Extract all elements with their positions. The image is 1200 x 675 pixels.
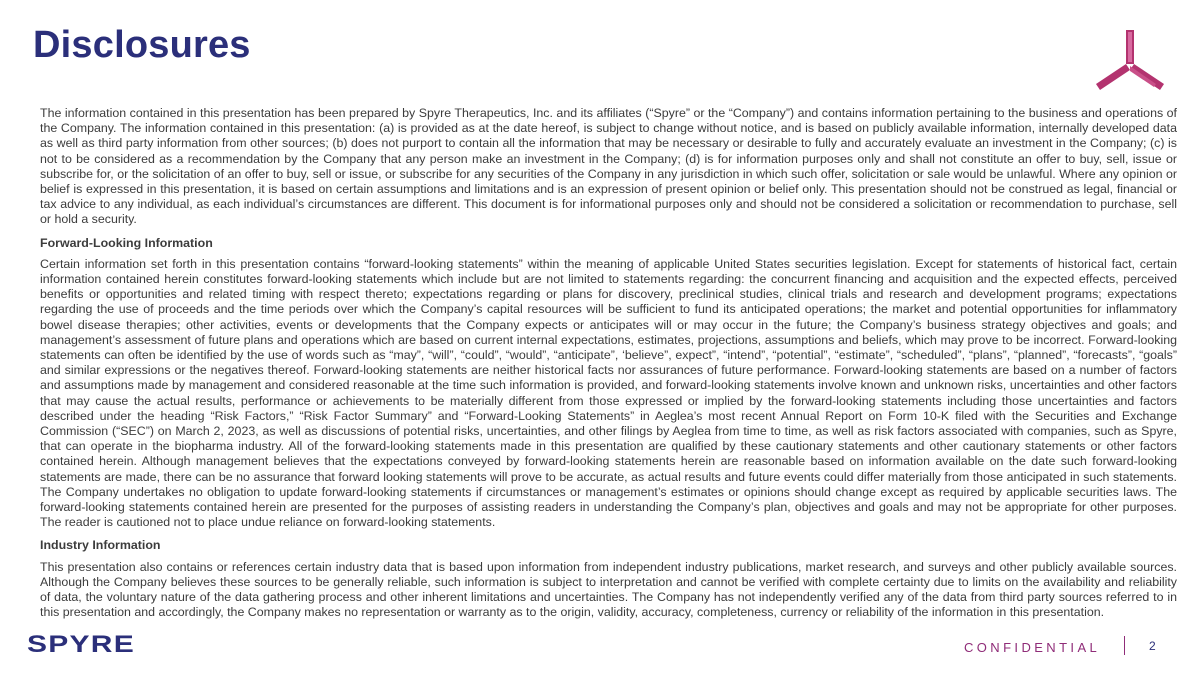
disclosure-body	[40, 106, 1177, 629]
spyre-logo-mark-icon	[1094, 28, 1166, 94]
footer-divider	[1124, 636, 1125, 655]
spyre-wordmark-logo	[27, 632, 137, 656]
intro-paragraph: The information contained in this presentation has been prepared by Spyre Therapeutics, Inc. and its affiliates (“Spyre” or the “Company”) and contains information pertaining to the business and operations of the Company. The information contained in this presentation: (a) is provided as at the date hereof, is subject to change without notice, and is based on publicly available information, internally developed data as well as third party information from other sources; (b) does not purport to contain all the information that may be necessary or desirable to fully and accurately evaluate an investment in the Company; (c) is not to be considered as a recommendation by the Company that any person make an investment in the Company; (d) is for information purposes only and shall not constitute an offer to buy, sell, issue or subscribe for, or the solicitation of an offer to buy, sell or issue, or subscribe for any securities of the Company in any jurisdiction in which such offer, solicitation or sale would be unlawful. Where any opinion or belief is expressed in this presentation, it is based on certain assumptions and limitations and is an expression of present opinion or belief only. This presentation should not be construed as legal, financial or tax advice to any individual, as each individual’s circumstances are different. This document is for informational purposes only and should not be considered a solicitation or recommendation to purchase, sell or hold a security.	[40, 106, 1177, 227]
logo-wordmark: SPYRE	[27, 632, 135, 656]
industry-paragraph: This presentation also contains or references certain industry data that is based upon information from independent industry publications, market research, and surveys and other publicly available sources. Although the Company believes these sources to be generally reliable, such information is subject to interpretation and cannot be verified with complete certainty due to limits on the availability and reliability of data, the voluntary nature of the data gathering process and other inherent limitations and uncertainties. The Company has not independently verified any of the data from third party sources referred to in this presentation and accordingly, the Company makes no representation or warranty as to the origin, validity, accuracy, completeness, currency or reliability of the information in this presentation.	[40, 559, 1177, 620]
page-title: Disclosures	[33, 24, 251, 66]
forward-looking-heading: Forward-Looking Information	[40, 235, 213, 250]
industry-heading: Industry Information	[40, 538, 161, 553]
forward-looking-paragraph: Certain information set forth in this presentation contains “forward-looking statements” within the meaning of applicable United States securities legislation. Except for statements of historical fact, certain information contained herein constitutes forward-looking statements which include but are not limited to statements regarding: the concurrent financing and acquisition and the expected effects, perceived benefits or opportunities and related timing with respect thereto; expectations regarding or plans for discovery, preclinical studies, clinical trials and research and development programs; expectations regarding the use of proceeds and the time periods over which the Company’s capital resources will be sufficient to fund its anticipated operations; the market and potential opportunities for inflammatory bowel disease therapies; other activities, events or developments that the Company expects or anticipates will or may occur in the future; the Company’s business strategy objectives and goals; and management’s assessment of future plans and operations which are based on current internal expectations, estimates, projections, assumptions and beliefs, which may prove to be incorrect. Forward-looking statements can often be identified by the use of words such as “may”, “will”, “could”, “would”, “anticipate”, ‘believe”, expect”, “intend”, “potential”, “estimate”, “scheduled”, “plans”, “planned”, “forecasts”, “goals” and similar expressions or the negatives thereof. Forward-looking statements are neither historical facts nor assurances of future performance. Forward-looking statements are based on a number of factors and assumptions made by management and considered reasonable at the time such information is provided, and forward-looking statements involve known and unknown risks, uncertainties and other factors that may cause the actual results, performance or achievements to be materially different from those expressed or implied by the forward-looking statements including those uncertainties and factors described under the heading “Risk Factors,” “Risk Factor Summary” and “Forward-Looking Statements” in Aeglea’s most recent Annual Report on Form 10-K filed with the Securities and Exchange Commission (“SEC”) on March 2, 2023, as well as discussions of potential risks, uncertainties, and other filings by Aeglea from time to time, as well as risk factors associated with companies, such as Spyre, that can operate in the biopharma industry. All of the forward-looking statements made in this presentation are qualified by these cautionary statements and other cautionary statements or other factors contained herein. Although management believes that the expectations conveyed by forward-looking statements herein are reasonable based on information available on the date such forward-looking statements are made, there can be no assurance that forward looking statements will prove to be accurate, as actual results and future events could differ materially from those anticipated in such statements. The Company undertakes no obligation to update forward-looking statements if circumstances or management’s estimates or opinions should change except as required by applicable securities laws. The forward-looking statements contained herein are presented for the purposes of assisting readers in understanding the Company’s plan, objectives and goals and may not be appropriate for other purposes. The reader is cautioned not to place undue reliance on forward-looking statements.	[40, 256, 1177, 530]
page-number: 2	[1149, 639, 1156, 653]
confidential-label: CONFIDENTIAL	[964, 640, 1101, 655]
